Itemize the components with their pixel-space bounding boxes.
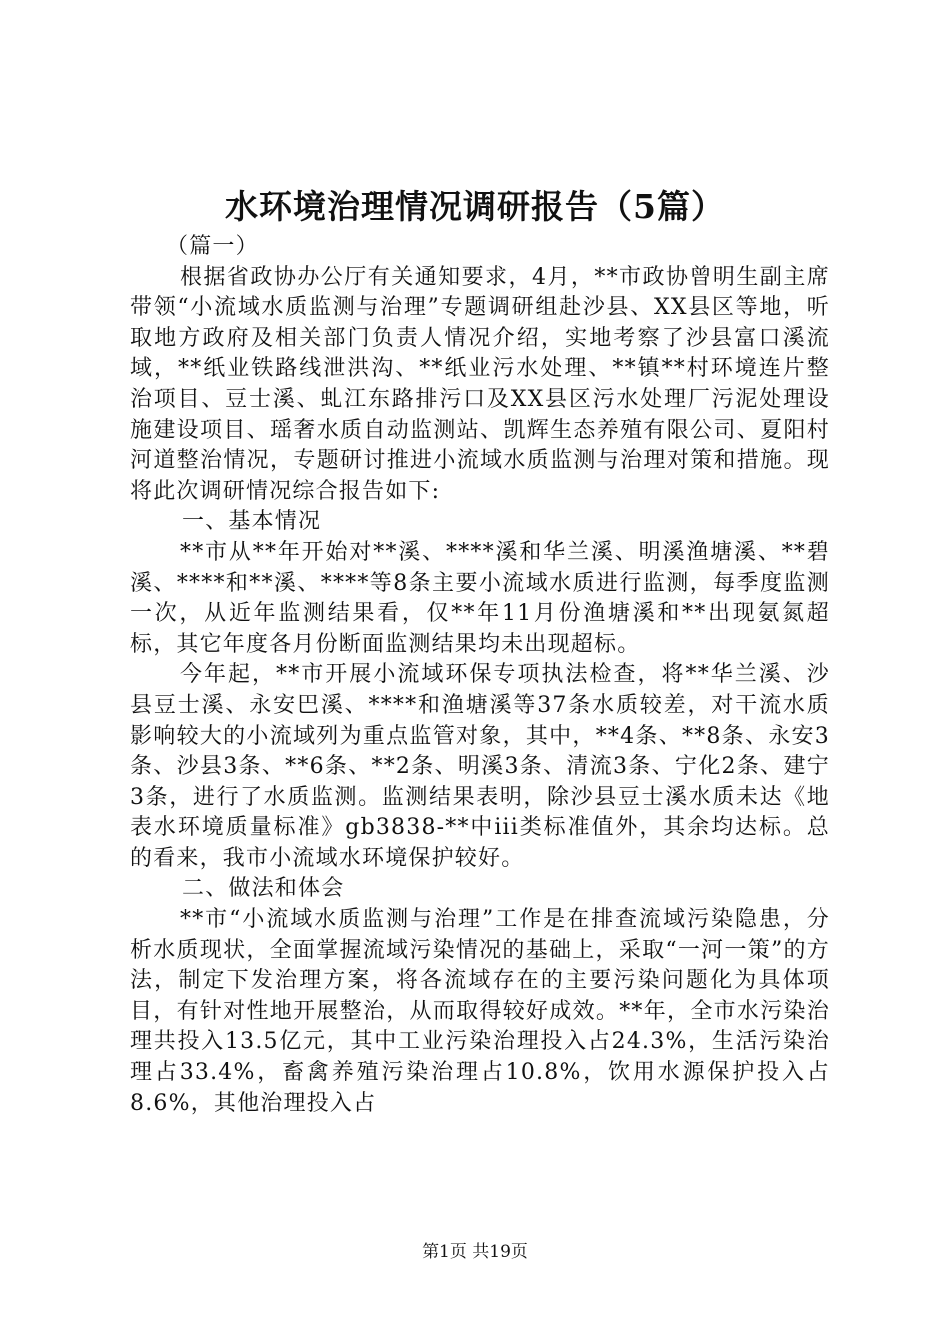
paragraph-intro: 根据省政协办公厅有关通知要求，4月，**市政协曾明生副主席带领“小流域水质监测与治理”专题调研组赴沙县、XX县区等地，听取地方政府及相关部门负责人情况介绍，实地考察了沙县富口溪流域，**纸业铁路线泄洪沟、**纸业污水处理、**镇**村环境连片整治项目、豆士溪、虬江东路排污口及XX县区污水处理厂污泥处理设施建设项目、瑶奢水质自动监测站、凯辉生态养殖有限公司、夏阳村河道整治情况，专题研讨推进小流域水质监测与治理对策和措施。现将此次调研情况综合报告如下:	[130, 264, 830, 504]
paragraph-enforcement: 今年起，**市开展小流域环保专项执法检查，将**华兰溪、沙县豆士溪、永安巴溪、****和渔塘溪等37条水质较差，对干流水质影响较大的小流域列为重点监管对象，其中，**4条、**8条、永安3条、沙县3条、**6条、**2条、明溪3条、清流3条、宁化2条、建宁3条，进行了水质监测。监测结果表明，除沙县豆士溪水质未达《地表水环境质量标准》gb3838-**中iii类标准值外，其余均达标。总的看来，我市小流域水环境保护较好。	[130, 662, 830, 871]
heading-practices: 二、做法和体会	[182, 876, 345, 902]
paragraph-practices: **市“小流域水质监测与治理”工作是在排查流域污染隐患，分析水质现状，全面掌握流域污染情况的基础上，采取“一河一策”的方法，制定下发治理方案，将各流域存在的主要污染问题化为具体项目，有针对性地开展整治，从而取得较好成效。**年，全市水污染治理共投入13.5亿元，其中工业污染治理投入占24.3%，生活污染治理占33.4%，畜禽养殖污染治理占10.8%，饮用水源保护投入占8.6%，其他治理投入占	[130, 907, 830, 1116]
document-title: 水环境治理情况调研报告（5篇）	[225, 187, 725, 226]
paragraph-monitoring: **市从**年开始对**溪、****溪和华兰溪、明溪渔塘溪、**碧溪、****和**溪、****等8条主要小流域水质进行监测，每季度监测一次，从近年监测结果看，仅**年11月份渔塘溪和**出现氨氮超标，其它年度各月份断面监测结果均未出现超标。	[130, 539, 830, 657]
page-footer: 第1页 共19页	[422, 1242, 528, 1262]
document-body	[130, 232, 830, 1119]
section-label: （篇一）	[166, 234, 259, 259]
heading-basic-situation: 一、基本情况	[182, 509, 322, 535]
